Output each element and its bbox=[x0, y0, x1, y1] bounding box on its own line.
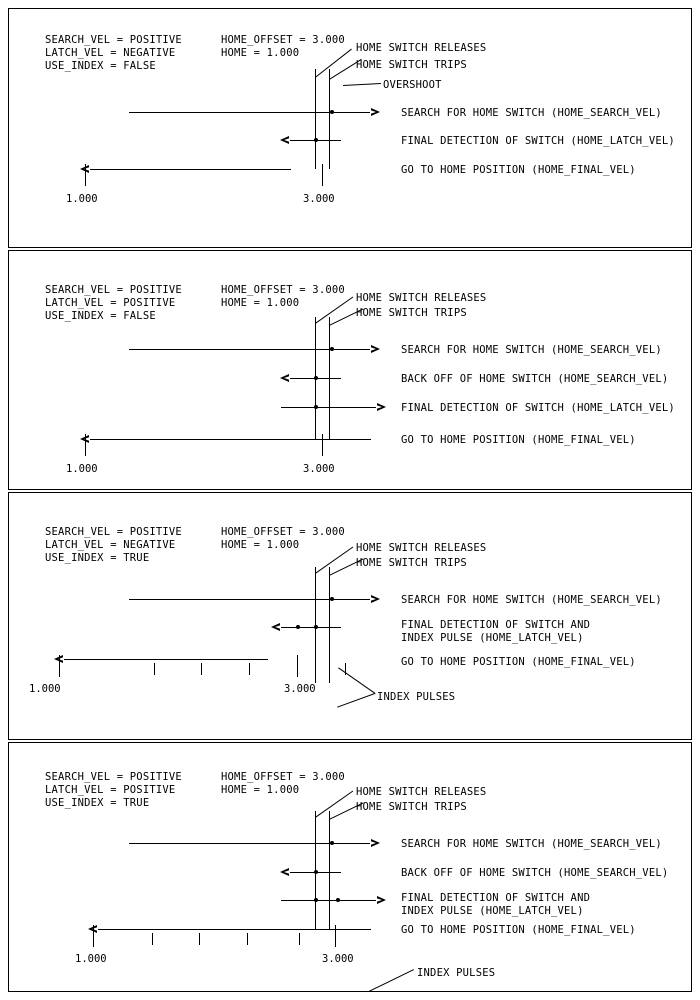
arrow-search-right bbox=[371, 595, 380, 603]
index-pulse-tick bbox=[299, 933, 300, 945]
dot-search-overshoot bbox=[330, 110, 334, 114]
motion-line-final bbox=[89, 169, 291, 170]
step-label-4: GO TO HOME POSITION (HOME_FINAL_VEL) bbox=[401, 434, 636, 446]
param-home-offset: HOME_OFFSET = 3.000 bbox=[221, 284, 345, 296]
dot-latch-index bbox=[336, 898, 340, 902]
step-label-3: GO TO HOME POSITION (HOME_FINAL_VEL) bbox=[401, 164, 636, 176]
dot-latch bbox=[314, 405, 318, 409]
axis-label-offset: 3.000 bbox=[303, 193, 335, 205]
leader-line-releases bbox=[315, 297, 353, 324]
axis-tick-offset bbox=[322, 164, 323, 186]
callout-index-pulses: INDEX PULSES bbox=[377, 691, 456, 703]
dot-search bbox=[330, 347, 334, 351]
leader-line-releases bbox=[315, 49, 352, 78]
motion-line-final bbox=[89, 439, 371, 440]
step-label-2: FINAL DETECTION OF SWITCH (HOME_LATCH_VEL) bbox=[401, 135, 675, 147]
switch-trip-line bbox=[329, 811, 330, 929]
step-label-3: FINAL DETECTION OF SWITCH (HOME_LATCH_VEL) bbox=[401, 402, 675, 414]
panel-2 bbox=[8, 250, 692, 490]
motion-line-search bbox=[129, 843, 371, 844]
index-pulse-tick bbox=[154, 663, 155, 675]
dot-latch-release bbox=[314, 625, 318, 629]
dot-latch-release bbox=[314, 898, 318, 902]
axis-label-home: 1.000 bbox=[66, 193, 98, 205]
dot-search bbox=[330, 841, 334, 845]
param-use-index: USE_INDEX = TRUE bbox=[45, 797, 150, 809]
param-home: HOME = 1.000 bbox=[221, 297, 300, 309]
axis-label-home: 1.000 bbox=[29, 683, 61, 695]
callout-switch-releases: HOME SWITCH RELEASES bbox=[356, 542, 487, 554]
motion-line-latch bbox=[281, 407, 377, 408]
step-label-4: GO TO HOME POSITION (HOME_FINAL_VEL) bbox=[401, 924, 636, 936]
leader-line-overshoot bbox=[343, 83, 381, 86]
callout-switch-trips: HOME SWITCH TRIPS bbox=[356, 307, 467, 319]
arrow-search-right bbox=[371, 108, 380, 116]
panel-1 bbox=[8, 8, 692, 248]
axis-label-offset: 3.000 bbox=[284, 683, 316, 695]
param-use-index: USE_INDEX = TRUE bbox=[45, 552, 150, 564]
index-pulse-tick bbox=[335, 925, 336, 947]
step-label-2: BACK OFF OF HOME SWITCH (HOME_SEARCH_VEL) bbox=[401, 373, 669, 385]
callout-index-pulses: INDEX PULSES bbox=[417, 967, 496, 979]
axis-label-home: 1.000 bbox=[66, 463, 98, 475]
callout-switch-trips: HOME SWITCH TRIPS bbox=[356, 59, 467, 71]
leader-line-index bbox=[369, 969, 414, 992]
axis-tick-home bbox=[93, 925, 94, 947]
param-home-offset: HOME_OFFSET = 3.000 bbox=[221, 34, 345, 46]
dot-latch bbox=[314, 138, 318, 142]
param-home: HOME = 1.000 bbox=[221, 784, 300, 796]
step-label-3: GO TO HOME POSITION (HOME_FINAL_VEL) bbox=[401, 656, 636, 668]
arrow-latch-right bbox=[377, 403, 386, 411]
callout-switch-releases: HOME SWITCH RELEASES bbox=[356, 42, 487, 54]
step-label-1: SEARCH FOR HOME SWITCH (HOME_SEARCH_VEL) bbox=[401, 838, 662, 850]
dot-backoff bbox=[314, 870, 318, 874]
param-home-offset: HOME_OFFSET = 3.000 bbox=[221, 526, 345, 538]
index-pulse-tick bbox=[152, 933, 153, 945]
index-pulse-tick bbox=[201, 663, 202, 675]
arrow-latch-left bbox=[280, 136, 289, 144]
arrow-latch-left bbox=[271, 623, 280, 631]
leader-line-releases bbox=[315, 547, 353, 574]
motion-line-search bbox=[129, 349, 371, 350]
param-search-vel: SEARCH_VEL = POSITIVE bbox=[45, 34, 182, 46]
param-home-offset: HOME_OFFSET = 3.000 bbox=[221, 771, 345, 783]
switch-trip-line bbox=[329, 567, 330, 683]
dot-latch-index bbox=[296, 625, 300, 629]
arrow-search-right bbox=[371, 345, 380, 353]
index-pulse-tick bbox=[199, 933, 200, 945]
arrow-backoff-left bbox=[280, 374, 289, 382]
step-label-3a: FINAL DETECTION OF SWITCH AND bbox=[401, 892, 591, 904]
index-pulse-tick bbox=[247, 933, 248, 945]
motion-line-final bbox=[63, 659, 268, 660]
callout-switch-trips: HOME SWITCH TRIPS bbox=[356, 801, 467, 813]
axis-label-offset: 3.000 bbox=[303, 463, 335, 475]
dot-search bbox=[330, 597, 334, 601]
motion-line-latch bbox=[280, 627, 341, 628]
callout-switch-releases: HOME SWITCH RELEASES bbox=[356, 292, 487, 304]
leader-line-index-b bbox=[338, 667, 375, 694]
param-home: HOME = 1.000 bbox=[221, 539, 300, 551]
param-use-index: USE_INDEX = FALSE bbox=[45, 60, 156, 72]
step-label-1: SEARCH FOR HOME SWITCH (HOME_SEARCH_VEL) bbox=[401, 344, 662, 356]
param-use-index: USE_INDEX = FALSE bbox=[45, 310, 156, 322]
param-latch-vel: LATCH_VEL = NEGATIVE bbox=[45, 47, 176, 59]
axis-tick-offset bbox=[322, 434, 323, 456]
switch-release-line bbox=[315, 69, 316, 169]
motion-line-search bbox=[129, 112, 371, 113]
param-search-vel: SEARCH_VEL = POSITIVE bbox=[45, 771, 182, 783]
step-label-2a: FINAL DETECTION OF SWITCH AND bbox=[401, 619, 591, 631]
motion-line-final bbox=[97, 929, 371, 930]
param-search-vel: SEARCH_VEL = POSITIVE bbox=[45, 284, 182, 296]
arrow-latch-right bbox=[377, 896, 386, 904]
panel-3 bbox=[8, 492, 692, 740]
param-home: HOME = 1.000 bbox=[221, 47, 300, 59]
step-label-1: SEARCH FOR HOME SWITCH (HOME_SEARCH_VEL) bbox=[401, 107, 662, 119]
param-latch-vel: LATCH_VEL = POSITIVE bbox=[45, 297, 176, 309]
step-label-2b: INDEX PULSE (HOME_LATCH_VEL) bbox=[401, 632, 584, 644]
param-search-vel: SEARCH_VEL = POSITIVE bbox=[45, 526, 182, 538]
leader-line-releases bbox=[315, 791, 353, 818]
axis-label-home: 1.000 bbox=[75, 953, 107, 965]
callout-switch-trips: HOME SWITCH TRIPS bbox=[356, 557, 467, 569]
leader-line-index-a bbox=[337, 693, 375, 708]
motion-line-latch bbox=[281, 900, 377, 901]
panel-4 bbox=[8, 742, 692, 992]
motion-line-search bbox=[129, 599, 371, 600]
index-pulse-tick bbox=[249, 663, 250, 675]
step-label-1: SEARCH FOR HOME SWITCH (HOME_SEARCH_VEL) bbox=[401, 594, 662, 606]
index-pulse-tick bbox=[297, 655, 298, 677]
callout-switch-releases: HOME SWITCH RELEASES bbox=[356, 786, 487, 798]
switch-trip-line bbox=[329, 69, 330, 169]
axis-tick-home bbox=[59, 655, 60, 677]
axis-tick-home bbox=[85, 434, 86, 456]
axis-tick-home bbox=[85, 164, 86, 186]
axis-label-offset: 3.000 bbox=[322, 953, 354, 965]
dot-backoff bbox=[314, 376, 318, 380]
step-label-3b: INDEX PULSE (HOME_LATCH_VEL) bbox=[401, 905, 584, 917]
arrow-backoff-left bbox=[280, 868, 289, 876]
step-label-2: BACK OFF OF HOME SWITCH (HOME_SEARCH_VEL) bbox=[401, 867, 669, 879]
param-latch-vel: LATCH_VEL = NEGATIVE bbox=[45, 539, 176, 551]
arrow-search-right bbox=[371, 839, 380, 847]
param-latch-vel: LATCH_VEL = POSITIVE bbox=[45, 784, 176, 796]
callout-overshoot: OVERSHOOT bbox=[383, 79, 442, 91]
